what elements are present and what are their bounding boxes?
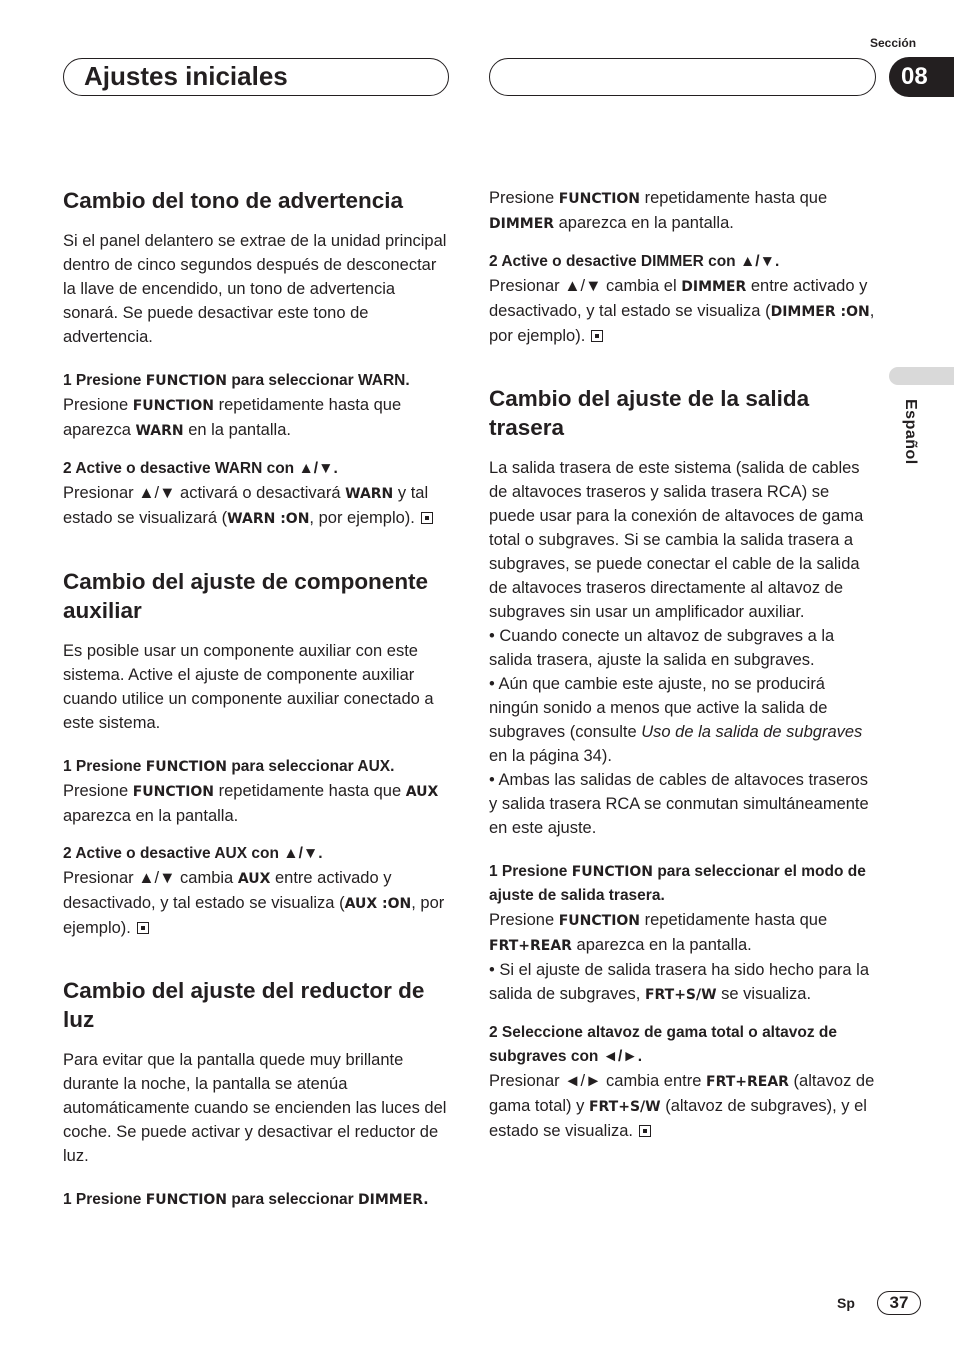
page-number: 37 [877, 1291, 921, 1315]
warn-intro: Si el panel delantero se extrae de la unidad principal dentro de cinco segundos después de desconectar la llave de encendido, un tono de advertencia sonará. Se puede desactivar este tono de advertencia. [63, 232, 447, 346]
end-mark-icon [639, 1125, 651, 1137]
rear-step1-body: Presione FUNCTION repetidamente hasta que FRT+REAR aparezca en la pantalla. [489, 911, 828, 954]
language-tab-marker [889, 367, 954, 385]
right-column [489, 186, 877, 1143]
rear-bullet-3: • Ambas las salidas de cables de altavoces traseros y salida trasera RCA se conmutan simultáneamente en este ajuste. [489, 771, 869, 837]
footer-language-code: Sp [837, 1295, 855, 1311]
heading-rear-output: Cambio del ajuste de la salida trasera [489, 386, 810, 440]
warn-step2: 2 Active o desactive WARN con ▲/▼. [63, 460, 338, 477]
dimmer-intro: Para evitar que la pantalla quede muy brillante durante la noche, la pantalla se atenúa automáticamente cuando se encienden las luces del coche. Se puede activar y desactivar el reductor de luz. [63, 1051, 447, 1165]
left-column [63, 186, 451, 1212]
warn-step2-body: Presionar ▲/▼ activará o desactivará WARN y tal estado se visualizará (WARN :ON, por ejemplo). [63, 481, 451, 531]
heading-aux: Cambio del ajuste de componente auxiliar [63, 569, 429, 623]
rear-intro: La salida trasera de este sistema (salida de cables de altavoces traseros y salida trasera RCA) se puede usar para la conexión de altavoces de gama total o subgraves. Si se cambia la salida trasera a subgraves, se puede conectar el cable de la salida de altavoces traseros directamente al altavoz de subgraves sin usar un amplificador auxiliar. [489, 459, 864, 621]
end-mark-icon [421, 512, 433, 524]
section-label: Sección [870, 36, 917, 50]
section-number-tab: 08 [889, 57, 954, 97]
rear-step1: 1 Presione FUNCTION para seleccionar el modo de ajuste de salida trasera. [489, 863, 866, 904]
rear-step1-bullet: • Si el ajuste de salida trasera ha sido hecho para la salida de subgraves, FRT+S/W se visualiza. [489, 961, 870, 1003]
warn-step1: 1 Presione FUNCTION para seleccionar WARN. [63, 372, 410, 389]
dimmer-step1: 1 Presione FUNCTION para seleccionar DIMMER. [63, 1191, 429, 1208]
rear-bullet-1: • Cuando conecte un altavoz de subgraves a la salida trasera, ajuste la salida en subgraves. [489, 627, 835, 669]
rear-step2-body: Presionar ◄/► cambia entre FRT+REAR (altavoz de gama total) y FRT+S/W (altavoz de subgraves), y el estado se visualiza. [489, 1072, 875, 1140]
rear-bullet-2: • Aún que cambie este ajuste, no se producirá ningún sonido a menos que active la salida de subgraves (consulte Uso de la salida de subgraves en la página 34). [489, 675, 863, 765]
aux-intro: Es posible usar un componente auxiliar con este sistema. Active el ajuste de componente auxiliar cuando utilice un componente auxiliar conectado a este sistema. [63, 642, 434, 732]
dimmer-step2: 2 Active o desactive DIMMER con ▲/▼. [489, 253, 780, 270]
dimmer-step2-body: Presionar ▲/▼ cambia el DIMMER entre activado y desactivado, y tal estado se visualiza (DIMMER :ON, por ejemplo). [489, 277, 875, 345]
aux-step2: 2 Active o desactive AUX con ▲/▼. [63, 845, 323, 862]
dimmer-step1-body: Presione FUNCTION repetidamente hasta que DIMMER aparezca en la pantalla. [489, 189, 828, 232]
aux-step2-body: Presionar ▲/▼ cambia AUX entre activado y desactivado, y tal estado se visualiza (AUX :ON, por ejemplo). [63, 869, 445, 937]
end-mark-icon [137, 922, 149, 934]
page-title: Ajustes iniciales [63, 58, 449, 96]
end-mark-icon [591, 330, 603, 342]
warn-step1-body: Presione FUNCTION repetidamente hasta que aparezca WARN en la pantalla. [63, 396, 402, 439]
aux-step1-body: Presione FUNCTION repetidamente hasta que AUX aparezca en la pantalla. [63, 782, 439, 825]
heading-dimmer: Cambio del ajuste del reductor de luz [63, 978, 425, 1032]
heading-warn: Cambio del tono de advertencia [63, 188, 404, 213]
header-blank-box [489, 58, 876, 96]
aux-step1: 1 Presione FUNCTION para seleccionar AUX. [63, 758, 395, 775]
rear-step2: 2 Seleccione altavoz de gama total o altavoz de subgraves con ◄/►. [489, 1024, 838, 1065]
language-side-label: Español [902, 399, 919, 465]
